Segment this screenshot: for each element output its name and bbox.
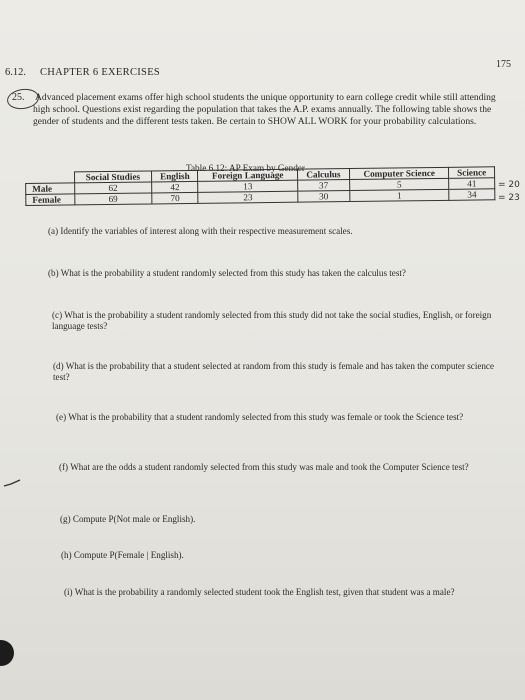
column-header: English [152, 170, 198, 182]
question-h: (h) Compute P(Female | English). [61, 550, 184, 560]
question-g: (g) Compute P(Not male or English). [60, 514, 196, 524]
column-header: Science [449, 167, 495, 179]
handwritten-female-total: = 23 [498, 193, 520, 203]
question-b: (b) What is the probability a student randomly selected from this study has taken the calculus test? [48, 268, 406, 278]
chapter-title: CHAPTER 6 EXERCISES [40, 67, 161, 78]
page-number: 175 [496, 59, 511, 70]
table-cell: 42 [152, 181, 198, 193]
table-cell: 23 [198, 191, 298, 203]
section-number: 6.12. [5, 67, 26, 78]
table-cell: 69 [74, 193, 152, 205]
column-header: Social Studies [74, 171, 152, 183]
column-header: Foreign Language [198, 169, 298, 181]
ap-exam-table [25, 166, 495, 206]
row-header: Male [26, 183, 75, 195]
question-d: (d) What is the probability that a student selected at random from this study is female and has taken the computer science test? [53, 361, 494, 382]
handwritten-male-total: = 20 [498, 180, 520, 190]
question-a: (a) Identify the variables of interest along with their respective measurement scales. [48, 226, 353, 236]
table-cell: 41 [449, 178, 495, 190]
column-header: Calculus [297, 169, 349, 181]
column-header [26, 172, 75, 184]
problem-number: 25. [12, 92, 25, 103]
table-caption: Table 6.12: AP Exam by Gender [186, 163, 305, 173]
problem-statement: Advanced placement exams offer high school students the unique opportunity to earn college credit while still attending high school. Questions exist regarding the population that takes the A.P. exams annually. The following table shows the gender of students and the different tests taken. Be certain to SHOW ALL WORK for your probability calculations. [33, 92, 496, 127]
binder-shadow [0, 640, 14, 666]
question-i: (i) What is the probability a randomly selected student took the English test, given that student was a male? [64, 587, 455, 597]
margin-check-mark [3, 478, 21, 488]
row-header: Female [26, 194, 75, 206]
table-cell: 5 [350, 178, 449, 190]
question-e: (e) What is the probability that a student randomly selected from this study was female or took the Science test? [56, 412, 464, 422]
table-cell: 30 [298, 191, 350, 203]
column-header: Computer Science [349, 167, 448, 179]
table-cell: 34 [449, 189, 495, 201]
table-cell: 70 [152, 192, 198, 204]
table-cell: 37 [297, 180, 349, 192]
question-f: (f) What are the odds a student randomly selected from this study was male and took the Computer Science test? [59, 462, 469, 472]
table-cell: 1 [350, 189, 449, 201]
table-cell: 62 [74, 182, 152, 194]
question-c: (c) What is the probability a student randomly selected from this study did not take the social studies, English, or foreign language tests? [52, 310, 492, 331]
table-cell: 13 [198, 180, 298, 192]
